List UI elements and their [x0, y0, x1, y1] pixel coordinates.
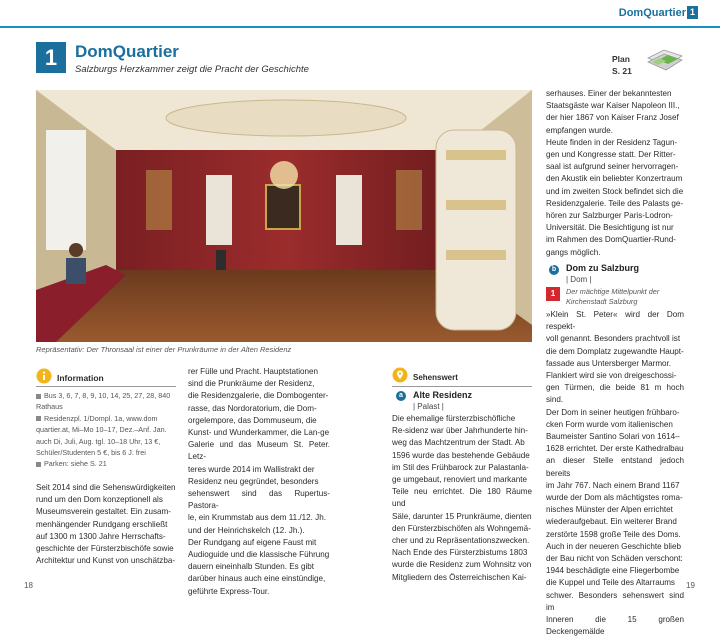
running-header-title: DomQuartier	[618, 7, 686, 19]
poi-badge-a: a	[396, 391, 406, 401]
info-line: Schüler/Studenten 5 €, bis 6 J. frei	[36, 448, 146, 458]
info-title: Information	[57, 373, 104, 383]
poi-badge-b: b	[549, 265, 559, 275]
info-line: Residenzpl. 1/Dompl. 1a, www.dom	[36, 413, 181, 424]
info-line: Bus 3, 6, 7, 8, 9, 10, 14, 25, 27, 28, 840	[36, 390, 181, 401]
photo-caption: Repräsentativ: Der Thronsaal ist einer der Prunkräume in der Alten Residenz	[36, 345, 292, 354]
column-1-body: Seit 2014 sind die Sehenswürdigkeiten rund um den Dom konzeptionell als Museumsverein gestaltet. Ein zusam- menhängender Rundgang erschließt auf 1300 m 1300 Jahre Herrschafts- geschichte der Fürsterzbischöfe sowie Architektur und Kunst von unschätzba-	[36, 483, 176, 566]
poi-alte-residenz-type: | Palast |	[413, 402, 444, 411]
column-4-top-body: serhauses. Einer der bekanntesten Staatsgäste war Kaiser Napoleon III., der hier 1867 von Kaiser Franz Josef empfangen wurde. Heute finden in der Residenz Tagun- gen und Kongresse statt. Der Ritter- saal ist aufgrund seiner hervorragen- den Akustik ein beliebter Konzertraum und im zweiten Stock befindet sich die Residenzgalerie. Teile des Palasts ge- hören zur Salzburger Paris-Lodron- Universität. Die Besichtigung ist nur im Rahmen des DomQuartier-Rund- gangs möglich.	[546, 89, 684, 257]
address-icon	[36, 416, 41, 421]
throne-room-photo	[36, 90, 532, 342]
poi-dom-note-2: Kirchenstadt Salzburg	[566, 297, 638, 306]
info-block	[36, 390, 181, 470]
info-line: auch Di, Juli, Aug. tgl. 10–18 Uhr, 13 €,	[36, 436, 161, 446]
info-line: quartier.at, Mi–Mo 10–17, Dez.–Anf. Jan.	[36, 425, 167, 435]
map-icon	[644, 44, 686, 74]
info-rule	[36, 386, 176, 387]
top-highlight-badge: 1	[546, 287, 560, 301]
chapter-title: DomQuartier	[75, 42, 179, 61]
page-number-left: 18	[24, 581, 33, 590]
bus-icon	[36, 394, 41, 399]
info-icon	[36, 368, 52, 384]
plan-page-ref: S. 21	[612, 66, 632, 76]
page-number-right: 19	[686, 581, 695, 590]
dom-body: »Klein St. Peter« wird der Dom respekt- voll genannt. Besonders prachtvoll ist die dem Domplatz zugewandte Haupt- fassade aus Untersberger Marmor. Flankiert wird sie von dreigeschossi- gen Türmen, die beide 81 m hoch sind. Der Dom in seiner heutigen frühbaro- cken Form wurde vom italienischen Baumeister Santino Solari von 1614– 1628 errichtet. Der erste Kathedralbau an dieser Stelle entstand jedoch bereits im Jahr 767. Nach einem Brand 1167 wurde der Dom als mächtigstes roma- nisches Münster der Alpen errichtet wiederaufgebaut. Ein weiterer Brand zerstörte 1598 große Teile des Doms. Auch in der neueren Geschichte blieb der Bau nicht von Schäden verschont: 1944 beschädigte eine Fliegerbombe die Kuppel und Teile des Altarraums schwer. Besonders sehenswert sind im Inneren die 15 großen Deckengemälde	[546, 310, 684, 637]
chapter-number: 1	[36, 42, 66, 73]
info-line: Parken: siehe S. 21	[36, 458, 181, 469]
info-line: Rathaus	[36, 402, 63, 412]
running-header	[0, 0, 720, 27]
plan-label: Plan	[612, 54, 630, 64]
location-pin-icon	[392, 367, 408, 384]
sehenswert-title: Sehenswert	[413, 373, 458, 382]
column-2-body: rer Fülle und Pracht. Hauptstationen sind die Prunkräume der Residenz, die Residenzgalerie, die Dombogenter- rasse, das Nordoratorium, die Dom- orgelempore, das Dommuseum, die Kunst- und Wunderkammer, die Lan-ge Galerie und das Museum St. Peter. Letz- teres wurde 2014 im Wallistrakt der Residenz neu gegründet, besonders sehenswert sind das Rupertus-Pastora- le, ein Krummstab aus dem 11./12. Jh. und der Heinrichskelch (12. Jh.). Der Rundgang auf eigene Faust mit Audioguide und die klassische Führung dauern eineinhalb Stunden. Es gibt darüber hinaus auch eine einstündige, geführte Express-Tour.	[188, 367, 330, 596]
header-rule	[0, 26, 720, 28]
poi-dom-type: | Dom |	[566, 275, 592, 284]
poi-alte-residenz-title: Alte Residenz	[413, 390, 473, 400]
sehenswert-rule	[392, 386, 532, 387]
chapter-subtitle: Salzburgs Herzkammer zeigt die Pracht der Geschichte	[75, 64, 309, 75]
poi-dom-title: Dom zu Salzburg	[566, 263, 640, 273]
parking-icon	[36, 462, 41, 467]
running-header-number: 1	[687, 6, 698, 19]
poi-dom-note-1: Der mächtige Mittelpunkt der	[566, 287, 660, 296]
alte-residenz-body: Die ehemalige fürsterzbischöfliche Re-sidenz war über Jahrhunderte hin- weg das Machtzentrum der Stadt. Ab 1596 wurde das bestehende Gebäude im Stil des Frühbarock zur Palastanla- ge umgebaut, renoviert und markante Teile neu errichtet. Die 180 Räume und Säle, darunter 15 Prunkräume, dienten den Fürsterzbischöfen als Wohngemä- cher und zu Repräsentationszwecken. Nach Ende des Fürsterzbistums 1803 wurde die Residenz zum Wohnsitz von Mitgliedern des Österreichischen Kai-	[392, 414, 532, 582]
